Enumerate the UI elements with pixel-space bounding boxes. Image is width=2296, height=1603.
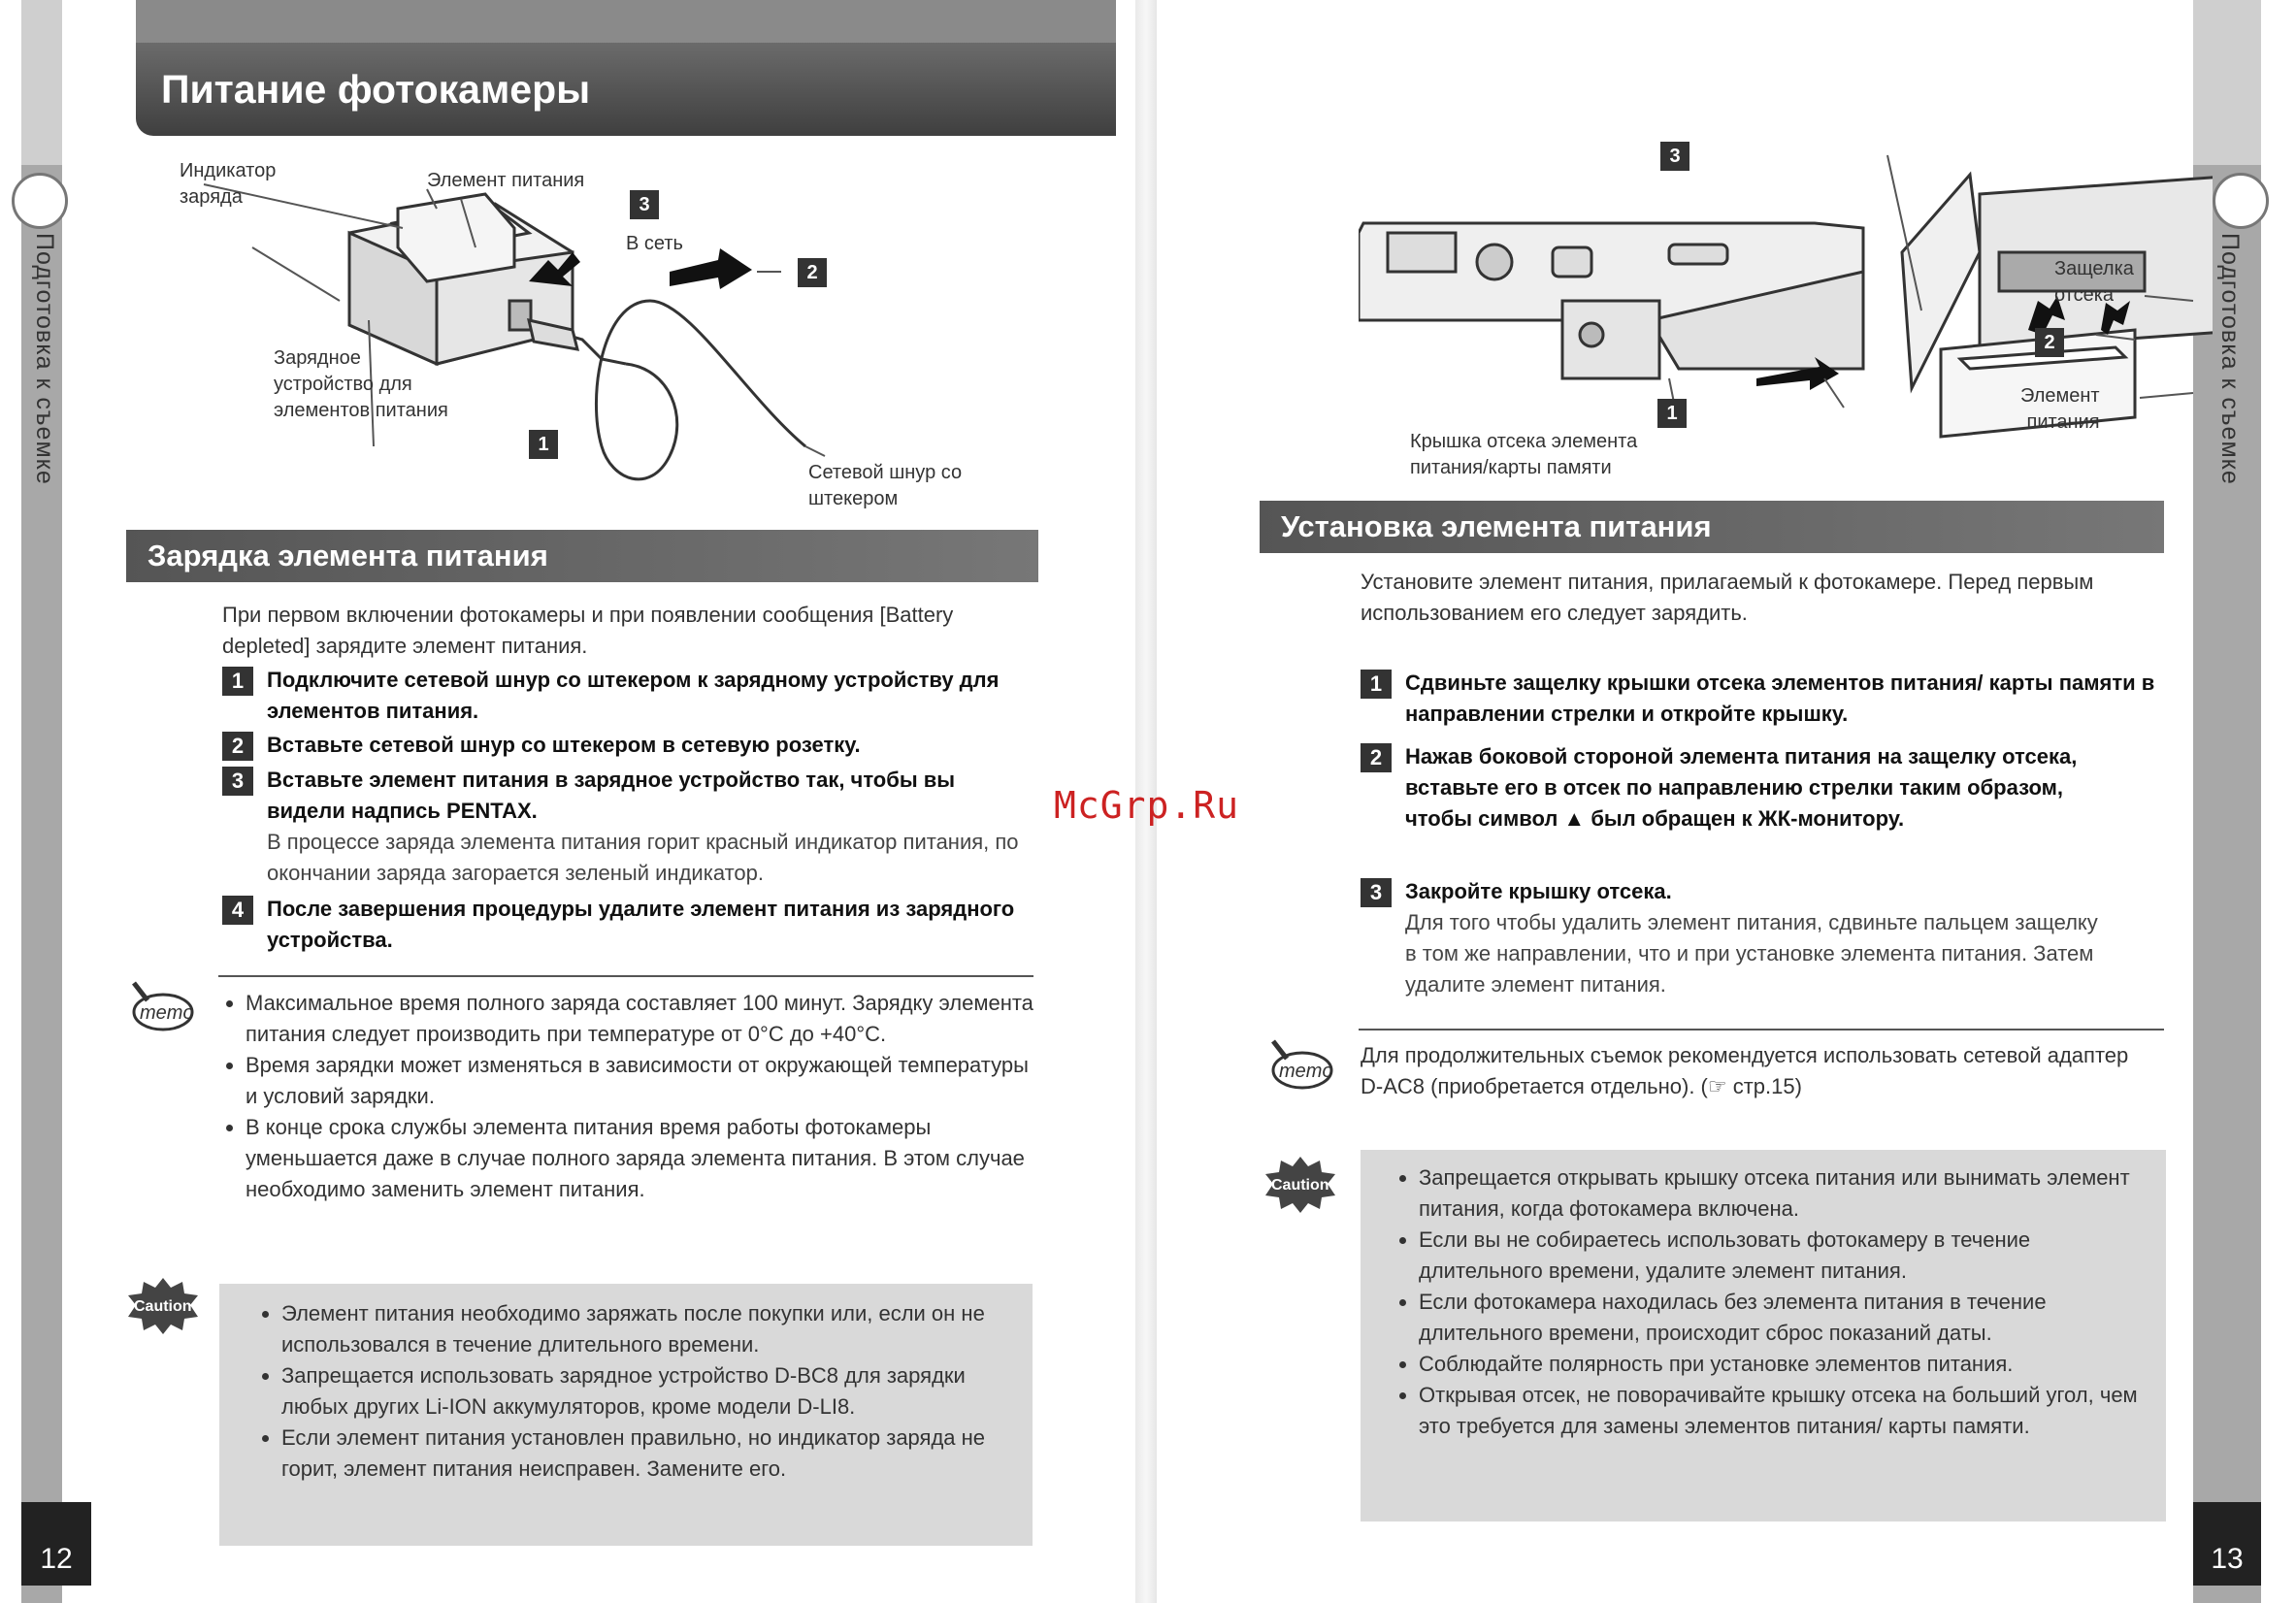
step-mark-3: 3: [1660, 142, 1689, 171]
label-cover: Крышка отсека элемента питания/карты памяти: [1410, 431, 1638, 478]
caution-item: • Запрещается открывать крышку отсека питания или вынимать элемент питания, когда фотокамера включена.: [1419, 1162, 2153, 1225]
step-2: 2 Нажав боковой стороной элемента питания на защелку отсека, вставьте его в отсек по направлению стрелки таким образом, чтобы символ ▲ был обращен к ЖК-монитору.: [1361, 741, 2098, 834]
memo-list: [218, 988, 1043, 1205]
divider: [1359, 1029, 2164, 1030]
memo-icon: [124, 975, 196, 1035]
label-to-outlet: В сеть: [626, 233, 683, 254]
section-title-install: Установка элемента питания: [1260, 501, 2164, 553]
caution-icon: [124, 1276, 202, 1336]
svg-text:memo: memo: [1279, 1061, 1333, 1082]
memo-item: • Время зарядки может изменяться в зависимости от окружающей температуры и условий зарядки.: [246, 1050, 1043, 1112]
label-charger: Зарядное устройство для элементов питания: [274, 347, 448, 421]
svg-text:Caution: Caution: [1271, 1177, 1329, 1194]
memo-icon: [1263, 1033, 1335, 1094]
step-4: 4 После завершения процедуры удалите элемент питания из зарядного устройства.: [222, 894, 1037, 956]
step-mark-3: 3: [630, 190, 659, 219]
caution-item: • Если вы не собираетесь использовать фотокамеру в течение длительного времени, удалите элемент питания.: [1419, 1225, 2153, 1287]
step-mark-1: 1: [1657, 399, 1687, 428]
caution-item: • Если элемент питания установлен правильно, но индикатор заряда не горит, элемент питания неисправен. Замените его.: [281, 1423, 1021, 1485]
svg-text:Caution: Caution: [134, 1298, 192, 1315]
step-2: 2 Вставьте сетевой шнур со штекером в сетевую розетку.: [222, 730, 1037, 761]
step-mark-2: 2: [2035, 328, 2064, 357]
label-battery: Элемент питания: [2020, 385, 2100, 433]
caution-item: • Элемент питания необходимо заряжать после покупки или, если он не использовался в течение длительного времени.: [281, 1298, 1021, 1360]
step-3: 3 Вставьте элемент питания в зарядное устройство так, чтобы вы видели надпись PENTAX. В процессе заряда элемента питания горит красный индикатор питания, по окончании заряда загорается зеленый индикатор.: [222, 765, 1037, 889]
watermark: McGrp.Ru: [1054, 784, 1240, 827]
caution-item: • Открывая отсек, не поворачивайте крышку отсека на больший угол, чем это требуется для замены элементов питания/ карты памяти.: [1419, 1380, 2153, 1442]
tab-circle-icon: [2213, 173, 2269, 229]
page-number: 13: [2193, 1502, 2261, 1586]
camera-body: [1359, 223, 1863, 378]
label-charge-indicator: Индикатор заряда: [180, 160, 277, 208]
svg-text:memo: memo: [140, 1002, 194, 1024]
caution-list: [1392, 1162, 2153, 1442]
side-tab-label: Подготовка к съемке: [31, 233, 58, 485]
page-13: [1145, 0, 2296, 1603]
step-1: 1 Подключите сетевой шнур со штекером к зарядному устройству для элементов питания.: [222, 665, 1037, 727]
intro-text: При первом включении фотокамеры и при появлении сообщения [Battery depleted] зарядите элемент питания.: [222, 603, 954, 658]
side-tab-left: [21, 0, 73, 1603]
page-number: 12: [21, 1502, 91, 1586]
caution-icon: [1262, 1155, 1339, 1215]
caution-item: • Запрещается использовать зарядное устройство D-BC8 для зарядки любых других Li-ION аккумуляторов, кроме модели D-LI8.: [281, 1360, 1021, 1423]
step-1: 1 Сдвиньте защелку крышки отсека элементов питания/ карты памяти в направлении стрелки и откройте крышку.: [1361, 668, 2176, 730]
battery-in-charger: [398, 194, 514, 281]
memo-item: • Максимальное время полного заряда составляет 100 минут. Зарядку элемента питания следует производить при температуре от 0°C до +40°C.: [246, 988, 1043, 1050]
step-mark-1: 1: [529, 430, 558, 459]
step-3: 3 Закройте крышку отсека. Для того чтобы удалить элемент питания, сдвиньте пальцем защелку в том же направлении, что и при установке элемента питания. Затем удалите элемент питания.: [1361, 876, 2098, 1000]
tab-circle-icon: [12, 173, 68, 229]
caution-list: [254, 1298, 1021, 1485]
page-12: [0, 0, 1145, 1603]
label-battery: Элемент питания: [427, 170, 585, 191]
label-cord: Сетевой шнур со штекером: [808, 462, 963, 509]
label-latch: Защелка отсека: [2054, 258, 2134, 306]
memo-item: • В конце срока службы элемента питания время работы фотокамеры уменьшается даже в случае полного заряда элемента питания. В этом случае необходимо заменить элемент питания.: [246, 1112, 1043, 1205]
section-title-charging: Зарядка элемента питания: [126, 530, 1038, 582]
caution-item: • Соблюдайте полярность при установке элементов питания.: [1419, 1349, 2153, 1380]
intro-text: Установите элемент питания, прилагаемый к фотокамере. Перед первым использованием его следует зарядить.: [1361, 570, 2094, 625]
divider: [218, 975, 1033, 977]
step-mark-2: 2: [798, 258, 827, 287]
caution-item: • Если фотокамера находилась без элемента питания в течение длительного времени, происходит сброс показаний даты.: [1419, 1287, 2153, 1349]
memo-text: Для продолжительных съемок рекомендуется использовать сетевой адаптер D-AC8 (приобретается отдельно). (☞ стр.15): [1361, 1043, 2129, 1098]
page-title: Питание фотокамеры: [136, 43, 1116, 136]
side-tab-label: Подготовка к съемке: [2216, 233, 2244, 485]
